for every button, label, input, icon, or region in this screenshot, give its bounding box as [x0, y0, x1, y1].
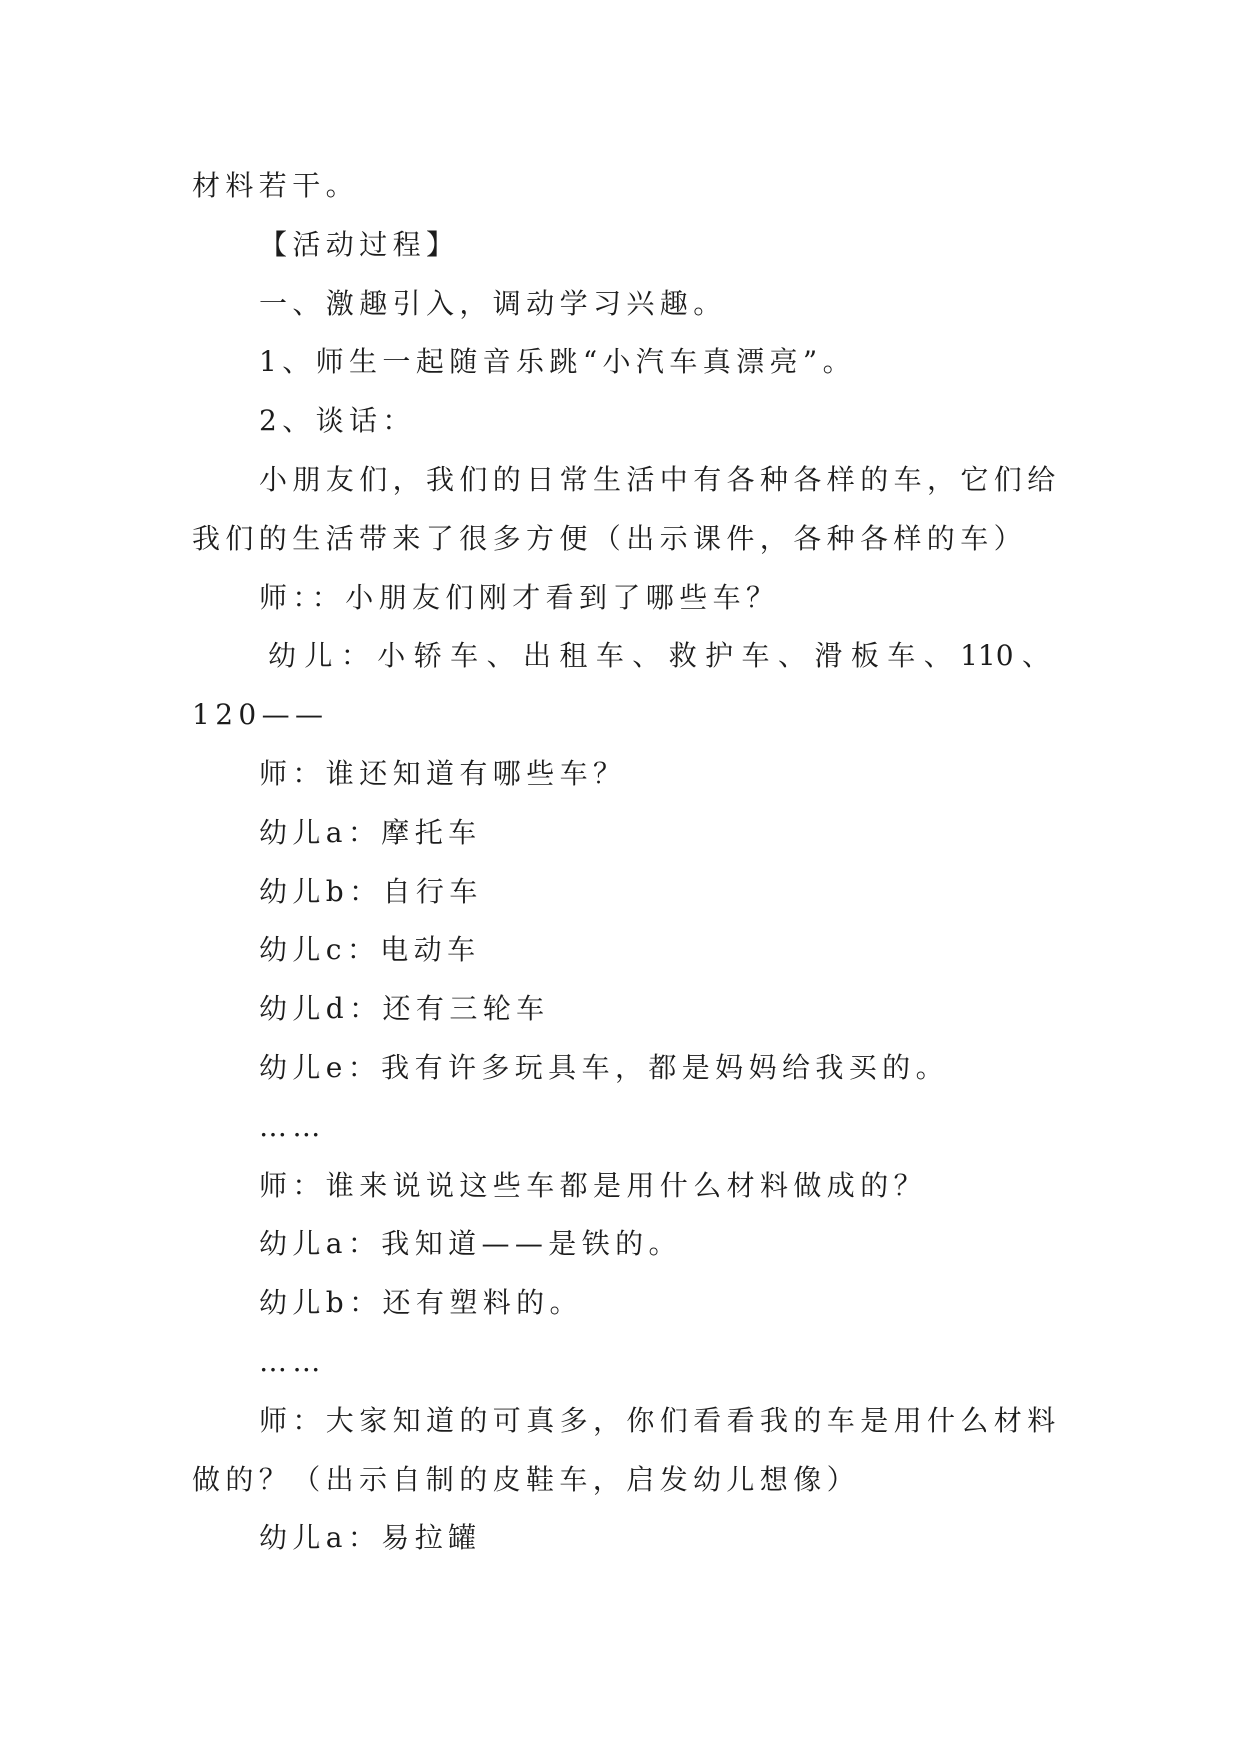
dialogue-wrap-line: 做的？（出示自制的皮鞋车，启发幼儿想像） [192, 1462, 861, 1496]
dialogue-line: 师：：小朋友们刚才看到了哪些车？ [259, 580, 780, 614]
ellipsis-line: …… [259, 1344, 326, 1378]
paragraph-continued-line: 材料若干。 [192, 169, 360, 202]
dialogue-line: 幼儿a：易拉罐 [259, 1521, 482, 1555]
paragraph-wrap-line: 我们的生活带来了很多方便（出示课件，各种各样的车） [192, 521, 1028, 555]
paragraph-line: 小朋友们，我们的日常生活中有各种各样的车，它们给 [259, 462, 1061, 496]
section-heading: 【活动过程】 [259, 227, 460, 261]
document-body [192, 157, 1062, 1568]
dialogue-line: 师：谁来说说这些车都是用什么材料做成的？ [259, 1168, 928, 1202]
dialogue-line: 师：谁还知道有哪些车？ [259, 756, 627, 790]
dialogue-line: 幼儿c：电动车 [259, 933, 481, 967]
dialogue-line: 幼儿：小轿车、出租车、救护车、滑板车、110、 [268, 639, 1050, 673]
dialogue-line: 幼儿a：我知道——是铁的。 [259, 1227, 682, 1261]
dialogue-line: 幼儿b：还有塑料的。 [259, 1286, 583, 1320]
ellipsis-line: …… [259, 1109, 326, 1143]
dialogue-line: 幼儿a：摩托车 [259, 815, 482, 849]
dialogue-line: 师：大家知道的可真多，你们看看我的车是用什么材料 [259, 1403, 1061, 1437]
dialogue-line: 幼儿e：我有许多玩具车，都是妈妈给我买的。 [259, 1050, 949, 1084]
paragraph-line: 2、谈话： [259, 404, 416, 438]
dialogue-line: 幼儿d：还有三轮车 [259, 992, 550, 1026]
paragraph-line: 1、师生一起随音乐跳“小汽车真漂亮”。 [259, 345, 857, 379]
step-heading: 一、激趣引入，调动学习兴趣。 [259, 286, 727, 320]
dialogue-wrap-line: 120—— [192, 698, 329, 732]
dialogue-line: 幼儿b：自行车 [259, 874, 483, 908]
